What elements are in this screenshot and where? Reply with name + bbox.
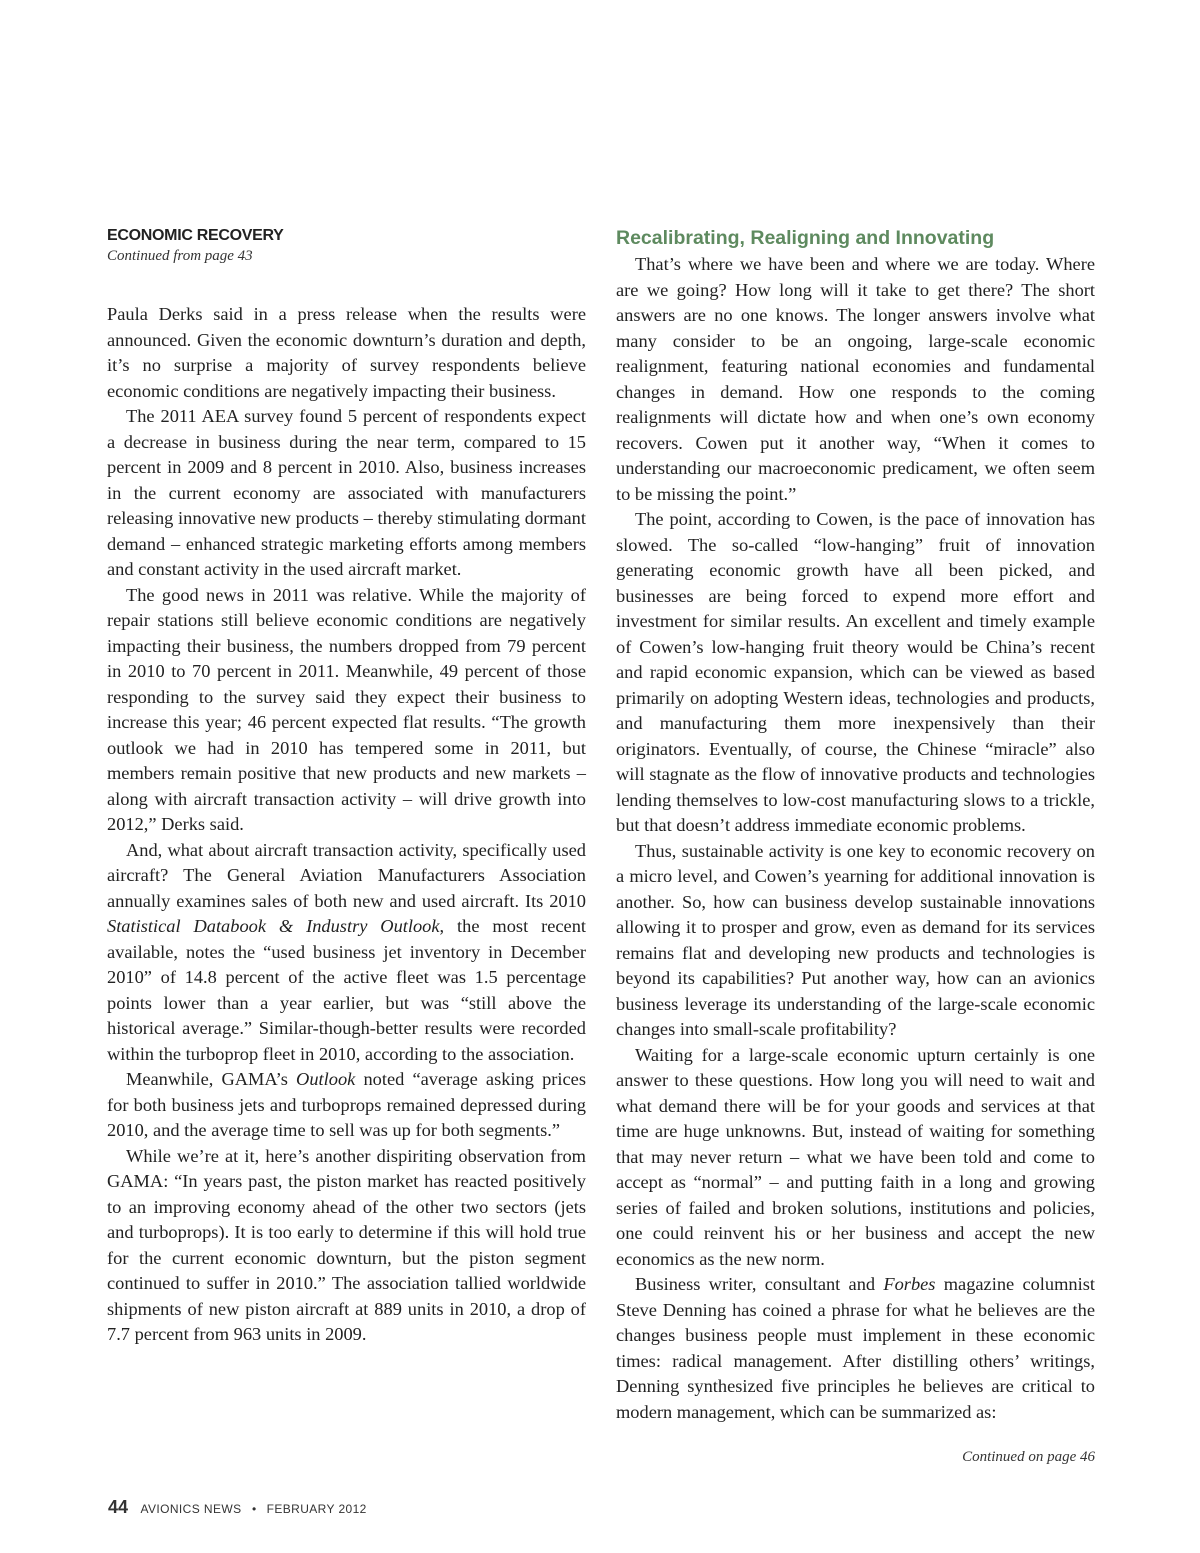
publication-title: Outlook — [296, 1069, 356, 1089]
body-paragraph: While we’re at it, here’s another dispiriting observation from GAMA: “In years past, the piston market has reacted positively to an improving economy ahead of the other two sectors (jets and turboprops). It is too early to determine if this will hold true for the current economic downturn, but the piston segment continued to suffer in 2010.” The association tallied worldwide shipments of new piston aircraft at 889 units in 2010, a drop of 7.7 percent from 963 units in 2009. — [107, 1145, 586, 1344]
right-column — [616, 226, 1095, 1425]
publication-name: AVIONICS NEWS — [140, 1502, 242, 1516]
section-kicker: ECONOMIC RECOVERY — [107, 227, 284, 244]
body-paragraph: Thus, sustainable activity is one key to economic recovery on a micro level, and Cowen’s yearning for additional innovation is another. So, how can business develop sustainable innovations allowing it to prosper and grow, even as demand for its services remains flat and developing new products and technologies is beyond its capabilities? Put another way, how can an avionics business leverage its understanding of the large-scale economic changes into small-scale profitability? — [616, 840, 1095, 1039]
issue-date: FEBRUARY 2012 — [266, 1502, 367, 1516]
body-paragraph: The good news in 2011 was relative. While the majority of repair stations still believe economic conditions are negatively impacting their business, the numbers dropped from 79 percent in 2010 to 70 percent in 2011. Meanwhile, 49 percent of those responding to the survey said they expect their business to increase this year; 46 percent expected flat results. “The growth outlook we had in 2010 has tempered some in 2011, but members remain positive that new products and new markets – along with aircraft transaction activity – will drive growth into 2012,” Derks said. — [107, 584, 586, 834]
page-footer — [108, 1497, 367, 1518]
publication-title: Forbes — [883, 1274, 936, 1294]
continued-on-note: Continued on page 46 — [962, 1449, 1095, 1465]
body-paragraph: And, what about aircraft transaction activity, specifically used aircraft? The General Aviation Manufacturers Association annually examines sales of both new and used aircraft. Its 2010 Statistical Databook & Industry Outlook, the most recent available, notes the “used business jet inventory in December 2010” of 14.8 percent of the active fleet was 1.5 percentage points lower than a year earlier, but was “still above the historical average.” Similar-though-better results were recorded within the turboprop fleet in 2010, according to the association. — [107, 839, 586, 1064]
body-paragraph: Waiting for a large-scale economic upturn certainly is one answer to these questions. How long you will need to wait and what demand there will be for your goods and services at that time are huge unknowns. But, instead of waiting for something that may never return – what we have been told and come to accept as “normal” – and putting faith in a long and growing series of failed and broken solutions, institutions and policies, one could reinvent his or her business and accept the new economics as the new norm. — [616, 1044, 1095, 1269]
body-paragraph: Meanwhile, GAMA’s Outlook noted “average asking prices for both business jets and turboprops remained depressed during 2010, and the average time to sell was up for both segments.” — [107, 1069, 586, 1140]
continued-from-note: Continued from page 43 — [107, 248, 253, 264]
footer-separator: • — [251, 1502, 257, 1516]
page-number: 44 — [108, 1497, 129, 1517]
body-paragraph: That’s where we have been and where we are today. Where are we going? How long will it take to get there? The short answers are no one knows. The longer answers involve what many consider to be an ongoing, large-scale economic realignment, featuring national economies and fundamental changes in demand. How one responds to the coming realignments will dictate how and when one’s own economy recovers. Cowen put it another way, “When it comes to understanding our macroeconomic predicament, we often seem to be missing the point.” — [616, 254, 1095, 504]
section-heading: Recalibrating, Realigning and Innovating — [616, 227, 995, 249]
publication-title: Statistical Databook & Industry Outlook — [107, 916, 440, 936]
body-paragraph: The 2011 AEA survey found 5 percent of respondents expect a decrease in business during the near term, compared to 15 percent in 2009 and 8 percent in 2010. Also, business increases in the current economy are associated with manufacturers releasing innovative new products – thereby stimulating dormant demand – enhanced strategic marketing efforts among members and constant activity in the used aircraft market. — [107, 406, 586, 579]
body-paragraph: The point, according to Cowen, is the pace of innovation has slowed. The so-called “low-hanging” fruit of innovation generating economic growth have all been picked, and businesses are being forced to expend more effort and investment for similar results. An excellent and timely example of Cowen’s low-hanging fruit theory would be China’s recent and rapid economic expansion, which can be viewed as based primarily on adopting Western ideas, technologies and products, and manufacturing them more inexpensively than their originators. Eventually, of course, the Chinese “miracle” also will stagnate as the flow of innovative products and technologies lending themselves to low-cost manufacturing slows to a trickle, but that doesn’t address immediate economic problems. — [616, 509, 1095, 835]
body-paragraph: Paula Derks said in a press release when the results were announced. Given the economic downturn’s duration and depth, it’s no surprise a majority of survey respondents believe economic conditions are negatively impacting their business. — [107, 304, 586, 401]
left-column — [107, 226, 586, 1348]
body-paragraph: Business writer, consultant and Forbes magazine columnist Steve Denning has coined a phrase for what he believes are the changes business people must implement in these economic times: radical management. After distilling others’ writings, Denning synthesized five principles he believes are critical to modern management, which can be summarized as: — [616, 1274, 1095, 1422]
